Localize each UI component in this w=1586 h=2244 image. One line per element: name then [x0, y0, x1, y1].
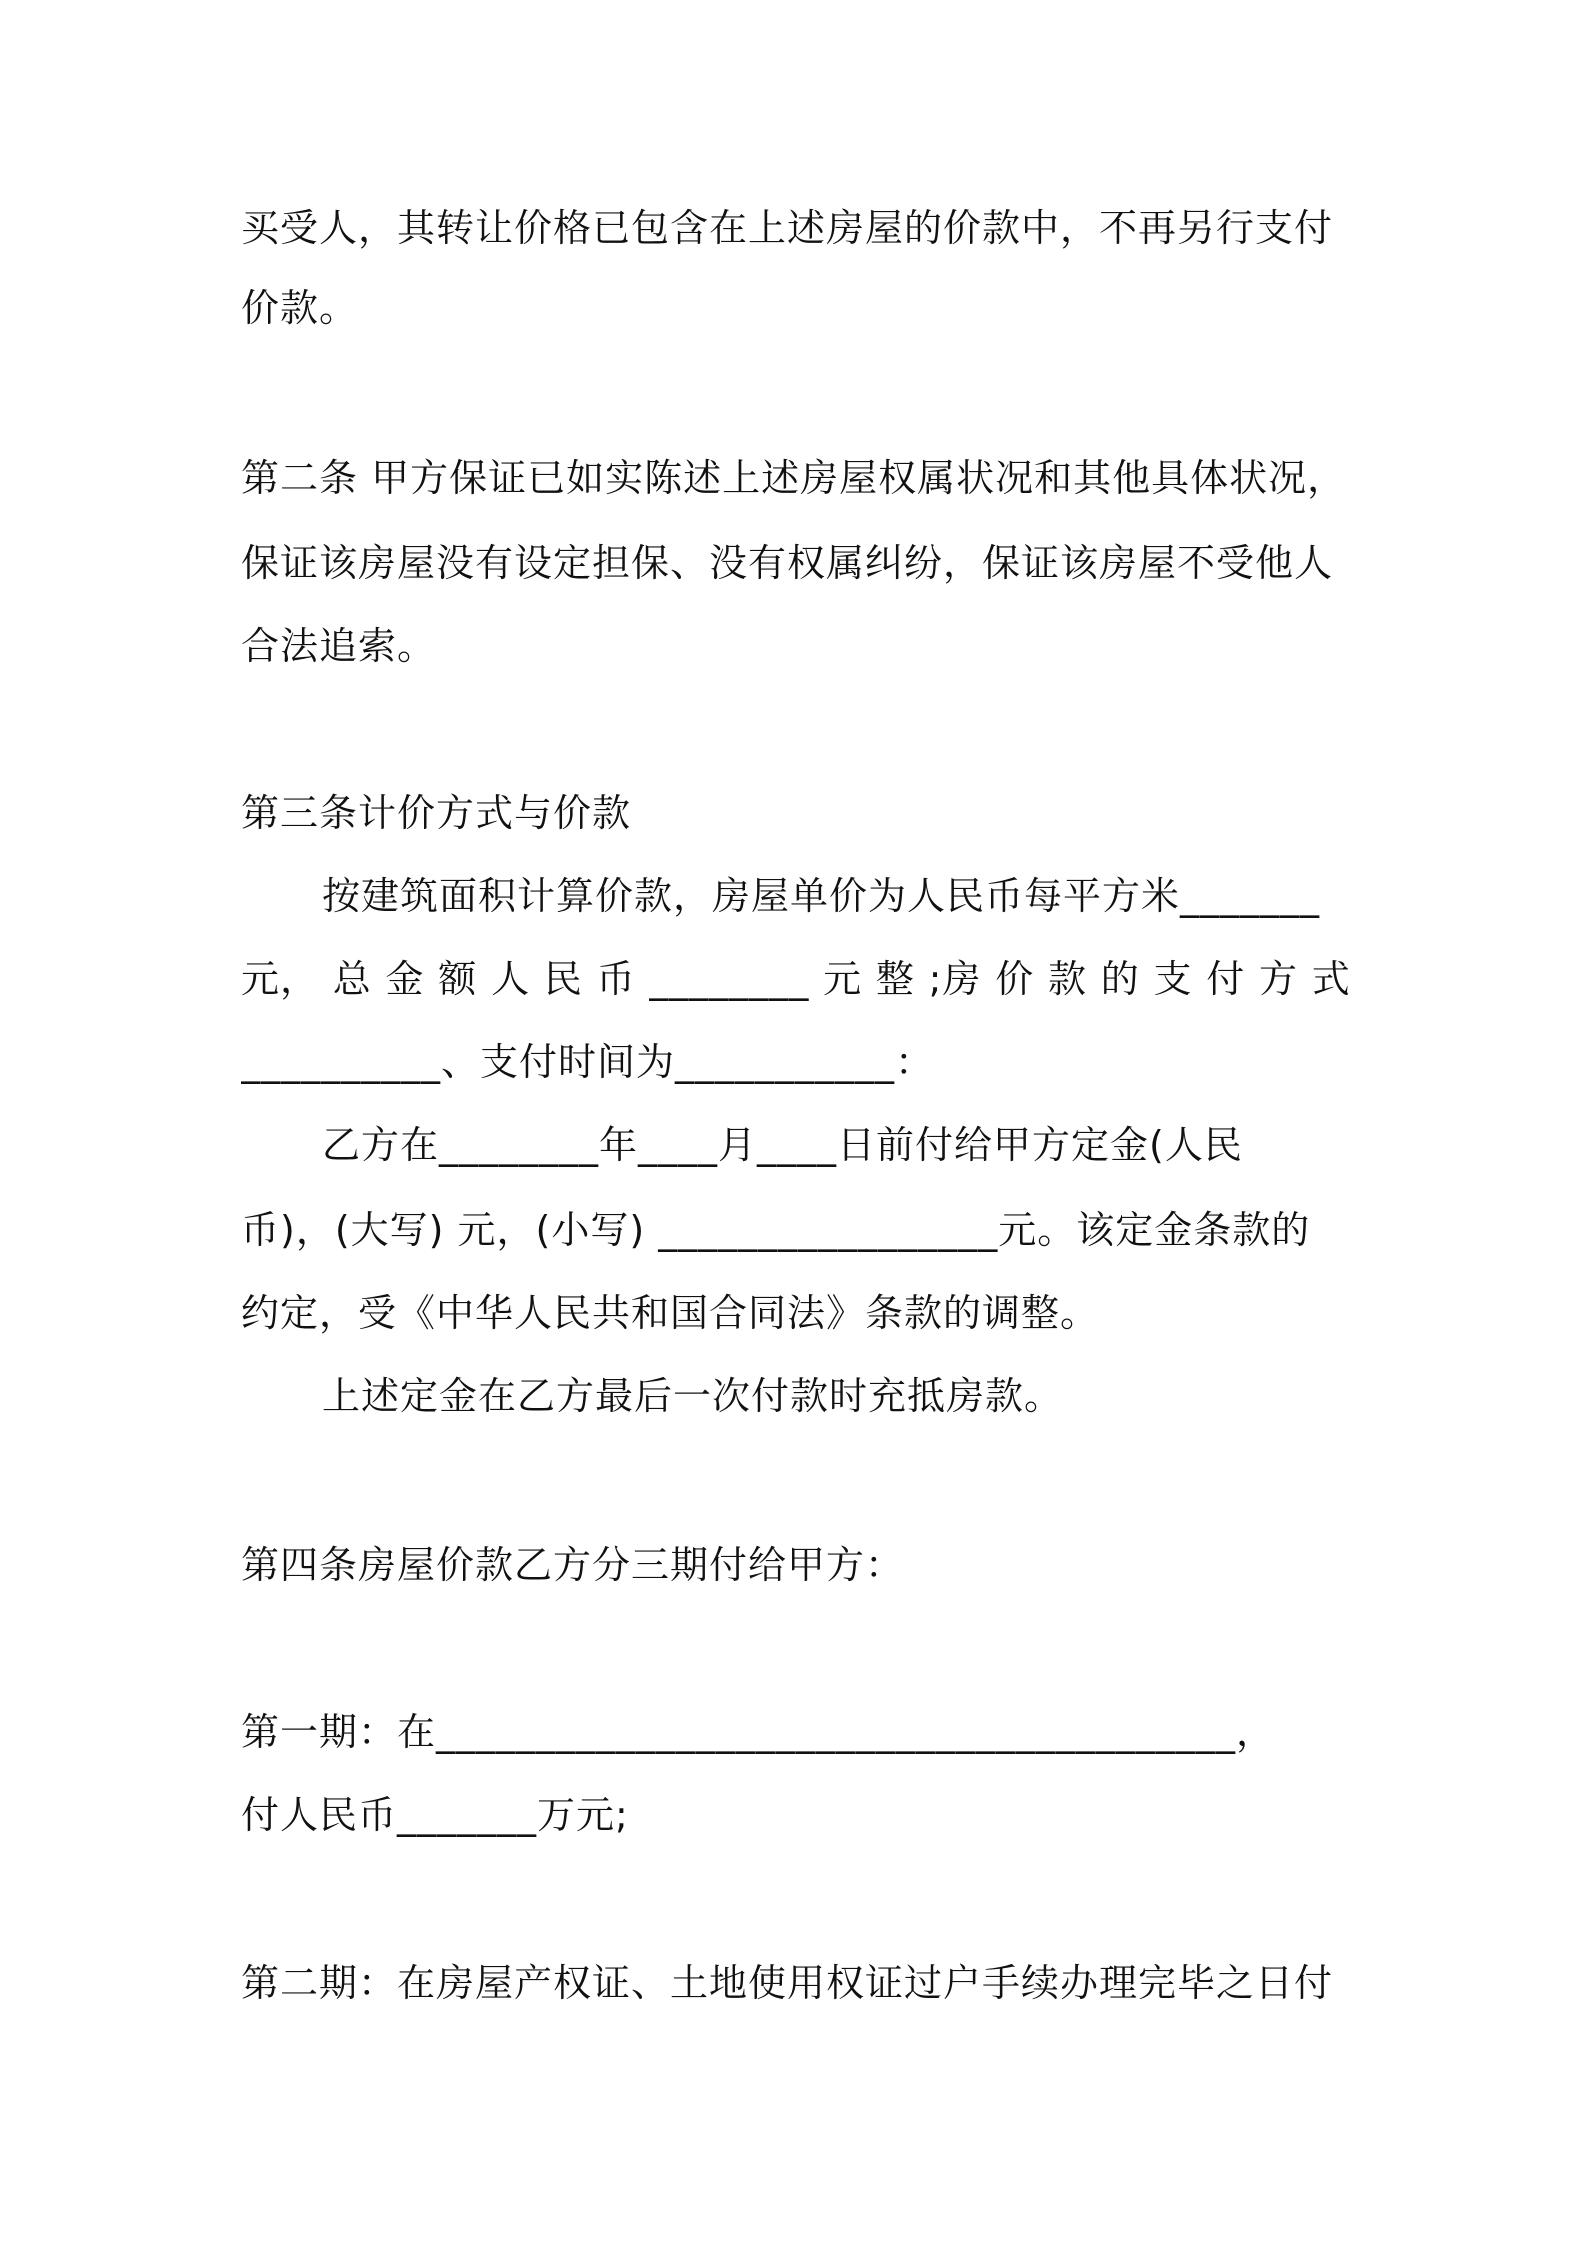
deposit-line-4: 上述定金在乙方最后一次付款时充抵房款。	[322, 1374, 1064, 1418]
paragraph-line-1: 买受人，其转让价格已包含在上述房屋的价款中，不再另行支付	[241, 206, 1334, 250]
paragraph-line-2: 价款。	[241, 286, 359, 330]
first-installment-line-2: 付人民币_______万元;	[241, 1793, 629, 1837]
price-token-13: 款	[1047, 957, 1087, 1001]
price-token-6: 民	[543, 957, 583, 1001]
price-token-9: 元	[823, 957, 863, 1001]
article-2-line-1: 第二条 甲方保证已如实陈述上述房屋权属状况和其他具体状况，	[241, 456, 1347, 500]
deposit-line-2: 币)，(大写) 元，(小写) _________________元。该定金条款的	[241, 1208, 1311, 1252]
price-token-3: 金	[385, 957, 425, 1001]
price-token-18: 式	[1311, 957, 1351, 1001]
price-token-5: 人	[491, 957, 531, 1001]
price-line-2	[241, 954, 1351, 1004]
article-2-line-2: 保证该房屋没有设定担保、没有权属纠纷，保证该房屋不受他人	[241, 541, 1334, 585]
price-token-7: 币	[596, 957, 636, 1001]
price-line-1: 按建筑面积计算价款，房屋单价为人民币每平方米_______	[322, 874, 1321, 918]
price-token-14: 的	[1100, 957, 1140, 1001]
deposit-line-3: 约定，受《中华人民共和国合同法》条款的调整。	[241, 1291, 1100, 1335]
price-token-4: 额	[438, 957, 478, 1001]
price-token-2: 总	[332, 957, 372, 1001]
price-token-16: 付	[1206, 957, 1246, 1001]
article-3-heading: 第三条计价方式与价款	[241, 791, 632, 835]
price-token-10: 整	[875, 957, 915, 1001]
second-installment-line: 第二期：在房屋产权证、土地使用权证过户手续办理完毕之日付	[241, 1961, 1334, 2005]
price-token-11: ;房	[928, 957, 982, 1001]
price-token-17: 方	[1259, 957, 1299, 1001]
price-token-15: 支	[1153, 957, 1193, 1001]
price-token-8: ________	[649, 957, 810, 1001]
first-installment-line-1: 第一期：在________________________________________，	[241, 1710, 1276, 1754]
price-token-1: 元，	[241, 957, 320, 1001]
payment-method-line: __________、支付时间为___________：	[241, 1040, 935, 1084]
article-4-heading: 第四条房屋价款乙方分三期付给甲方：	[241, 1543, 905, 1587]
article-2-line-3: 合法追索。	[241, 624, 437, 668]
price-line-2-spread	[241, 954, 1351, 1004]
price-token-12: 价	[995, 957, 1035, 1001]
deposit-line-1: 乙方在________年____月____日前付给甲方定金(人民	[322, 1123, 1243, 1167]
